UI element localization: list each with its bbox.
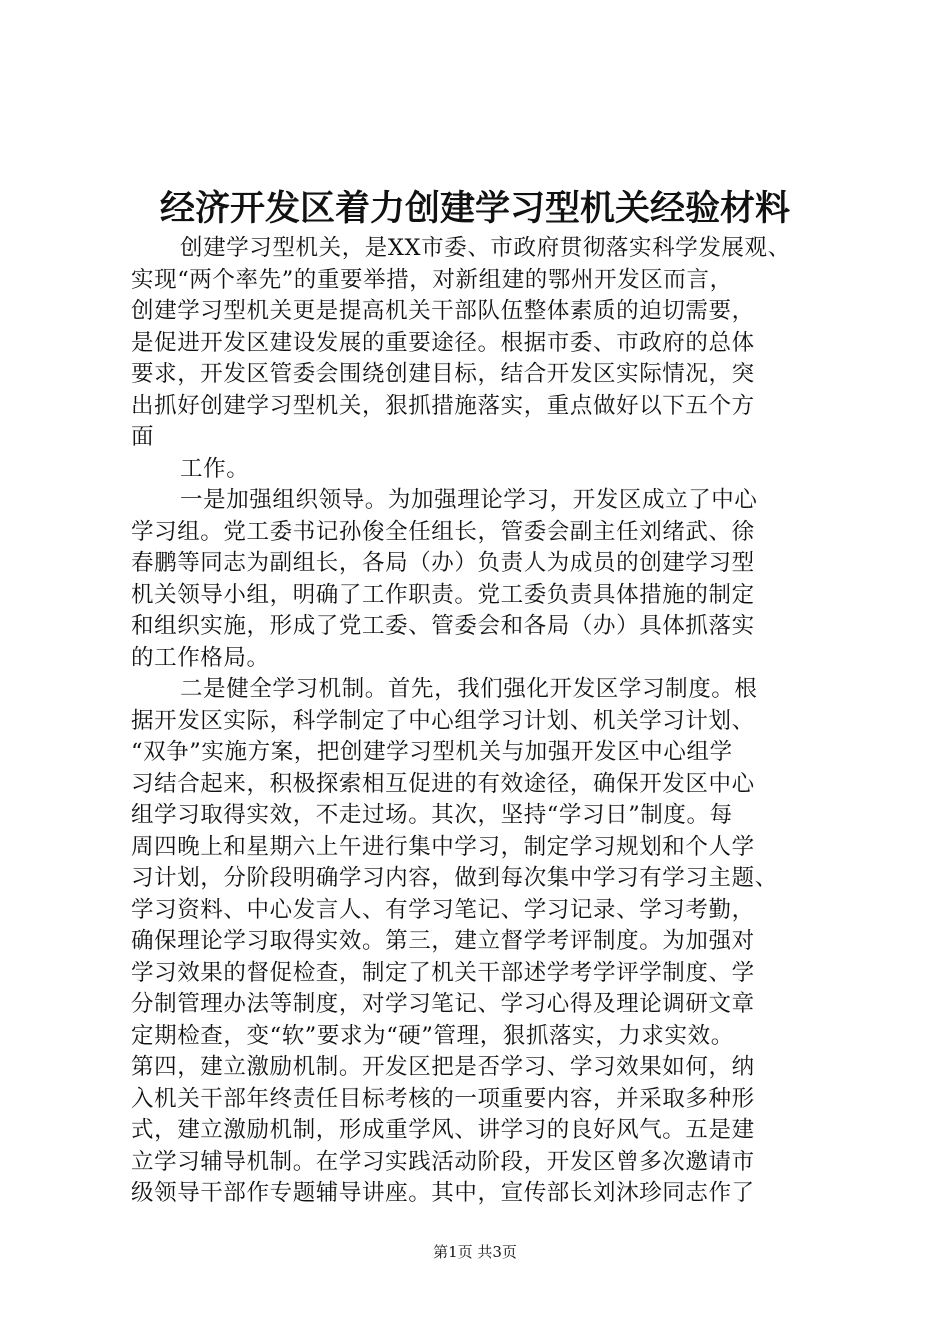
- page-title: 经济开发区着力创建学习型机关经验材料: [159, 189, 790, 229]
- body-text-line: 出抓好创建学习型机关，狠抓措施落实，重点做好以下五个方: [131, 392, 755, 419]
- body-text-line: 立学习辅导机制。在学习实践活动阶段，开发区曾多次邀请市: [131, 1148, 755, 1175]
- page-number-footer: 第1页 共3页: [433, 1243, 517, 1261]
- body-text-line: 是促进开发区建设发展的重要途径。根据市委、市政府的总体: [131, 329, 755, 356]
- body-text-line: 学习资料、中心发言人、有学习笔记、学习记录、学习考勤，: [131, 896, 755, 923]
- body-text-line: 确保理论学习取得实效。第三，建立督学考评制度。为加强对: [131, 928, 755, 954]
- body-text-line: 习结合起来，积极探索相互促进的有效途径，确保开发区中心: [131, 770, 755, 797]
- body-text-line: 式，建立激励机制，形成重学风、讲学习的良好风气。五是建: [131, 1117, 755, 1143]
- body-text-line: 学习效果的督促检查，制定了机关干部述学考学评学制度、学: [131, 959, 755, 986]
- body-text-line: 机关领导小组，明确了工作职责。党工委负责具体措施的制定: [131, 581, 755, 608]
- body-text-line: 第四，建立激励机制。开发区把是否学习、学习效果如何，纳: [131, 1054, 755, 1080]
- body-text-line: 和组织实施，形成了党工委、管委会和各局（办）具体抓落实: [131, 613, 755, 639]
- body-text-line: 习计划，分阶段明确学习内容，做到每次集中学习有学习主题、: [131, 865, 778, 891]
- body-text-line: 面: [131, 424, 155, 450]
- body-text-line: 一是加强组织领导。为加强理论学习，开发区成立了中心: [180, 487, 758, 513]
- document-body: [131, 233, 851, 1210]
- body-text-line: 定期检查，变“软”要求为“硬”管理，狠抓落实，力求实效。: [131, 1022, 734, 1049]
- body-text-line: 分制管理办法等制度，对学习笔记、学习心得及理论调研文章: [131, 991, 755, 1017]
- body-text-line: 的工作格局。: [131, 644, 270, 671]
- body-text-line: 组学习取得实效，不走过场。其次，坚持“学习日”制度。每: [131, 802, 733, 828]
- body-text-line: 创建学习型机关更是提高机关干部队伍整体素质的迫切需要，: [131, 298, 755, 324]
- body-text-line: 学习组。党工委书记孙俊全任组长，管委会副主任刘绪武、徐: [131, 518, 755, 545]
- body-text-line: 据开发区实际，科学制定了中心组学习计划、机关学习计划、: [131, 707, 755, 734]
- body-text-line: 二是健全学习机制。首先，我们强化开发区学习制度。根: [180, 676, 758, 702]
- body-text-line: 周四晚上和星期六上午进行集中学习，制定学习规划和个人学: [131, 833, 755, 860]
- body-text-line: 春鹏等同志为副组长，各局（办）负责人为成员的创建学习型: [131, 550, 755, 576]
- body-text-line: 实现“两个率先”的重要举措，对新组建的鄂州开发区而言，: [131, 266, 733, 293]
- body-text-line: 要求，开发区管委会围绕创建目标，结合开发区实际情况，突: [131, 361, 755, 387]
- body-text-line: 入机关干部年终责任目标考核的一项重要内容，并采取多种形: [131, 1085, 755, 1112]
- body-text-line: 级领导干部作专题辅导讲座。其中，宣传部长刘沐珍同志作了: [131, 1180, 755, 1206]
- body-text-line: “双争”实施方案，把创建学习型机关与加强开发区中心组学: [131, 739, 733, 765]
- body-text-line: 工作。: [180, 455, 250, 482]
- body-text-line: 创建学习型机关，是XX市委、市政府贯彻落实科学发展观、: [180, 235, 791, 261]
